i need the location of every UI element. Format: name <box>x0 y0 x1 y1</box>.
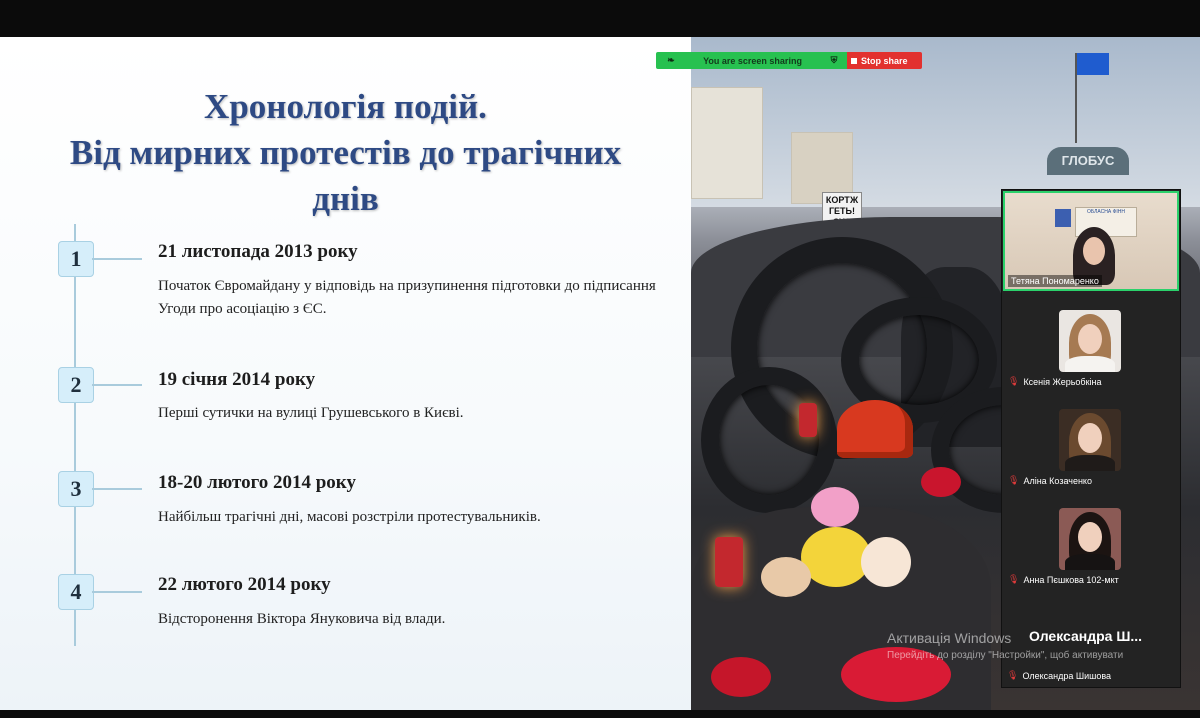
screen-sharing-status[interactable] <box>656 52 847 69</box>
windows-activation-watermark <box>887 630 1123 661</box>
mic-off-icon: 🎙 <box>1008 475 1020 485</box>
active-speaker-video[interactable] <box>1003 191 1179 291</box>
stop-square-icon <box>851 58 857 64</box>
mic-off-icon: 🎙 <box>1007 670 1019 680</box>
leaf-icon: ❧ <box>667 55 675 65</box>
watermark-title: Активація Windows <box>887 630 1012 646</box>
timeline-number: 4 <box>58 574 94 610</box>
photo-flowers <box>811 487 859 527</box>
timeline-description: Перші сутички на вулиці Грушевського в Києві. <box>158 405 464 421</box>
participant-label[interactable] <box>1007 670 1111 681</box>
zoom-top-bar <box>0 0 1200 37</box>
timeline-connector <box>92 488 142 490</box>
participant-tile[interactable] <box>1003 500 1179 598</box>
timeline-number: 1 <box>58 241 94 277</box>
participant-big-name: Олександра Ш... <box>1029 628 1143 644</box>
shield-icon: ⛨ <box>830 55 838 65</box>
participant-tile[interactable] <box>1003 302 1179 400</box>
photo-helmet <box>837 400 913 458</box>
photo-tire <box>701 367 837 513</box>
video-board: ОБЛАСНА ФІНН <box>1075 207 1137 237</box>
slide-title <box>0 84 691 222</box>
avatar <box>1059 409 1121 471</box>
timeline-number: 2 <box>58 367 94 403</box>
stop-share-label: Stop share <box>861 55 908 66</box>
timeline-connector <box>92 384 142 386</box>
slide-title-line1: Хронологія подій. <box>204 87 487 126</box>
avatar <box>1059 310 1121 372</box>
participant-name: Анна Пєшкова 102-мкт <box>1023 574 1119 585</box>
photo-flowers <box>761 557 811 597</box>
participant-name: Олександра Шишова <box>1022 670 1112 681</box>
slide-title-line3: днів <box>312 179 379 218</box>
participant-name: Ксенія Жерьобкіна <box>1023 376 1102 387</box>
timeline-date: 21 листопада 2013 року <box>158 241 358 262</box>
watermark-subtitle: Перейдіть до розділу "Настройки", щоб активувати <box>887 650 1124 661</box>
zoom-bottom-bar <box>0 710 1200 718</box>
screen-sharing-label: You are screen sharing <box>703 55 802 66</box>
mic-off-icon: 🎙 <box>1008 574 1020 584</box>
timeline-date: 19 січня 2014 року <box>158 369 316 390</box>
photo-protest-sign: КОРТЖ ГЕТЬ! <box>822 192 862 240</box>
participant-label <box>1008 376 1102 387</box>
avatar <box>1059 508 1121 570</box>
photo-flowers <box>921 467 961 497</box>
timeline-description: Відсторонення Віктора Януковича від влади. <box>158 611 446 627</box>
timeline-connector <box>92 258 142 260</box>
participant-name: Аліна Козаченко <box>1023 475 1092 486</box>
photo-candle <box>799 403 817 437</box>
photo-globus-sign: ГЛОБУС <box>1047 147 1129 175</box>
timeline-date: 22 лютого 2014 року <box>158 574 331 595</box>
timeline-connector <box>92 591 142 593</box>
timeline-description: Початок Євромайдану у відповідь на призупинення підготовки до підписання Угоди про асоціацію з ЄС. <box>158 278 656 317</box>
slide-title-line2: Від мирних протестів до трагічних <box>69 133 622 172</box>
photo-building <box>691 87 763 199</box>
video-face <box>1083 237 1105 265</box>
timeline-date: 18-20 лютого 2014 року <box>158 472 356 493</box>
screen-share-bar <box>656 52 922 69</box>
timeline-description: Найбільш трагічні дні, масові розстріли протестувальників. <box>158 509 541 525</box>
photo-candle <box>715 537 743 587</box>
participant-tile[interactable] <box>1003 401 1179 499</box>
photo-flowers <box>711 657 771 697</box>
video-flag <box>1055 209 1071 227</box>
photo-flowers <box>861 537 911 587</box>
participant-label <box>1008 574 1119 585</box>
participants-panel <box>1001 189 1181 688</box>
participant-label <box>1008 475 1092 486</box>
timeline-number: 3 <box>58 471 94 507</box>
participant-name: Тетяна Пономаренко <box>1008 275 1102 287</box>
mic-off-icon: 🎙 <box>1008 376 1020 386</box>
photo-flag <box>1077 53 1109 75</box>
stop-share-button[interactable] <box>847 52 922 69</box>
